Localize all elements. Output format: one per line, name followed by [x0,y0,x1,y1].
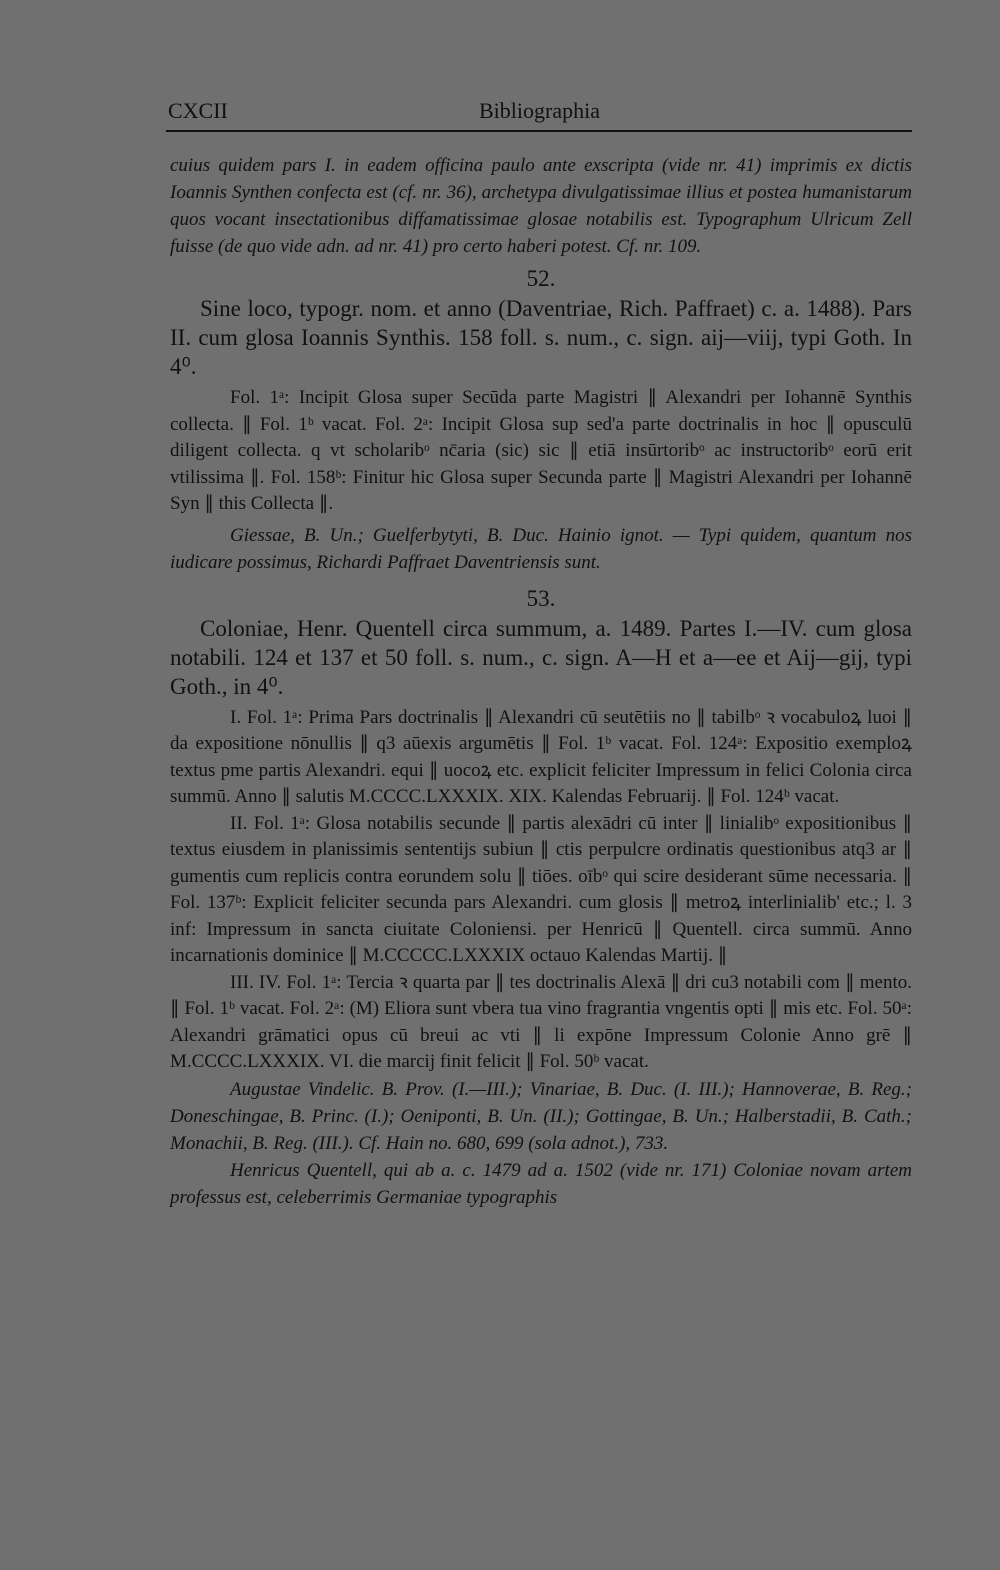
page-number: CXCII [168,98,228,123]
entry-52-locations: Giessae, B. Un.; Guelferbytyti, B. Duc. Hainio ignot. — Typi quidem, quantum nos iudicare possimus, Richardi Paffraet Daventriensis sunt. [170,524,912,573]
intro-paragraph: cuius quidem pars I. in eadem officina paulo ante exscripta (vide nr. 41) imprimis ex dictis Ioannis Synthen confecta est (cf. nr. 36), archetypa divulgatissimae illius et postea humanistarum quos vocant insectationibus diffamatissimae glosae notabilis est. Typographum Ulricum Zell fuisse (de quo vide adn. ad nr. 41) pro certo haberi potest. Cf. nr. 109. [170,155,912,257]
entry-53-locations: Augustae Vindelic. B. Prov. (I.—III.); Vinariae, B. Duc. (I. III.); Hannoverae, B. Reg.; Doneschingae, B. Princ. (I.); Oeniponti, B. Un. (II.); Gottingae, B. Un.; Halberstadii, B. Cath.; Monachii, B. Reg. (III.). Cf. Hain no. 680, 699 (sola adnot.), 733. [170,1078,912,1154]
running-title: Bibliographia [479,98,600,123]
entry-53-note: Henricus Quentell, qui ab a. c. 1479 ad a. 1502 (vide nr. 171) Coloniae novam artem professus est, celeberrimis Germaniae typographis [170,1159,912,1208]
page-body [170,152,912,1211]
entry-53-part-3: III. IV. Fol. 1ᵃ: Tercia ꝛ quarta par ∥ tes doctrinalis Alexā ∥ dri cu3 notabili com ∥ mento. ∥ Fol. 1ᵇ vacat. Fol. 2ᵃ: (M) Eliora sunt vbera tua vino fragrantia vngentis opti ∥ mis etc. Fol. 50ᵃ: Alexandri grāmatici opus cū breui ac vti ∥ li expōne Impressum Colonie Anno grē ∥ M.CCCC.LXXXIX. VI. die marcij finit felicit ∥ Fol. 50ᵇ vacat. [170,971,912,1072]
header-rule [166,130,912,132]
entry-53-part-1: I. Fol. 1ᵃ: Prima Pars doctrinalis ∥ Alexandri cū seutētiis no ∥ tabilbᵒ ꝛ vocabuloꝝ luoi ∥ da expositione nōnullis ∥ q3 aūexis argumētis ∥ Fol. 1ᵇ vacat. Fol. 124ᵃ: Expositio exemploꝝ textus pme partis Alexandri. equi ∥ uocoꝝ etc. explicit feliciter Impressum in felici Colonia circa summū. Anno ∥ salutis M.CCCC.LXXXIX. XIX. Kalendas Februarij. ∥ Fol. 124ᵇ vacat. [170,706,912,807]
entry-53-description: Coloniae, Henr. Quentell circa summum, a. 1489. Partes I.—IV. cum glosa notabili. 124 et 137 et 50 foll. s. num., c. sign. A—H et a—ee et Aij—gij, typi Goth., in 4⁰. [170,615,912,699]
entry-number-53: 53. [526,585,556,611]
page-header [168,98,911,128]
entry-number-52: 52. [526,266,556,291]
entry-52-description: Sine loco, typogr. nom. et anno (Daventriae, Rich. Paffraet) c. a. 1488). Pars II. cum glosa Ioannis Synthis. 158 foll. s. num., c. sign. aij—viij, typi Goth. In 4⁰. [170,296,912,379]
entry-52-transcription: Fol. 1ᵃ: Incipit Glosa super Secūda parte Magistri ∥ Alexandri per Iohannē Synthis collecta. ∥ Fol. 1ᵇ vacat. Fol. 2ᵃ: Incipit Glosa sup sed'a parte doctrinalis in hoc ∥ opusculū diligent collecta. q vt scholaribᵒ nc̄aria (sic) sic ∥ etiā insūrtoribᵒ ac instructoribᵒ eorū erit vtilissima ∥. Fol. 158ᵇ: Finitur hic Glosa super Secunda parte ∥ Magistri Alexandri per Iohannē Syn ∥ this Collecta ∥. [170,387,912,514]
entry-53-part-2: II. Fol. 1ᵃ: Glosa notabilis secunde ∥ partis alexādri cū inter ∥ linialibᵒ expositionibus ∥ textus eiusdem in planissimis sententijs subiun ∥ ctis perpulcre ordinatis questionibus atq3 ar ∥ gumentis cum replicis contra eorundem solu ∥ tiōes. oībᵒ qui scire desiderant sūme necessaria. ∥ Fol. 137ᵇ: Explicit feliciter secunda pars Alexandri. cum glosis ∥ metroꝝ interlinialib' etc.; l. 3 inf: Impressum in sancta ciuitate Coloniensi. per Henricū ∥ Quentell. circa summū. Anno incarnationis dominice ∥ M.CCCCC.LXXXIX octauo Kalendas Martij. ∥ [170,812,912,966]
